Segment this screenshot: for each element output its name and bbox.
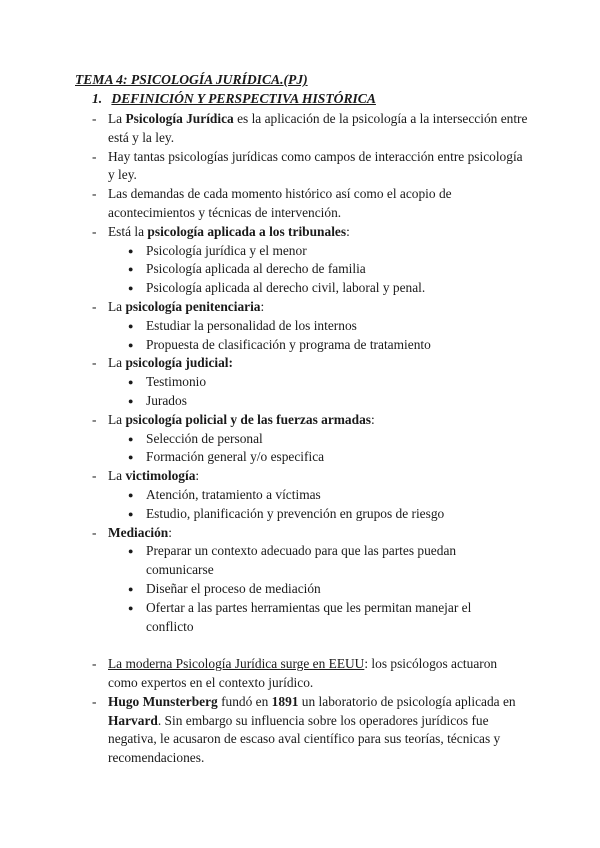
text-run: un laboratorio de psicología aplicada en — [298, 693, 516, 709]
list-item — [0, 185, 600, 223]
sub-list-item — [0, 542, 600, 580]
list-item-text — [108, 411, 528, 430]
bullet-icon: ● — [128, 489, 134, 500]
sub-list-item-text: Atención, tratamiento a víctimas — [146, 486, 321, 502]
list-item-text — [108, 110, 528, 148]
dash-marker: - — [92, 656, 97, 672]
bullet-icon: ● — [128, 546, 134, 557]
list-item — [0, 467, 600, 486]
blank-line — [0, 636, 600, 655]
list-item-text — [108, 655, 528, 693]
list-item-text — [108, 148, 528, 186]
section-heading — [92, 91, 376, 107]
list-item — [0, 524, 600, 543]
list-item-text — [108, 223, 528, 242]
text-run: . Sin embargo su influencia sobre los operadores jurídicos fue negativa, le acusaron de escaso aval científico para sus teorías, técnicas y recomendaciones. — [108, 712, 501, 766]
list-item-text — [108, 185, 528, 223]
sub-list-item-text: Psicología jurídica y el menor — [146, 242, 307, 258]
sub-list-item — [0, 448, 600, 467]
sub-list-item-text: Selección de personal — [146, 430, 263, 446]
text-run: La — [108, 468, 126, 484]
bold-text: psicología aplicada a los tribunales — [147, 223, 347, 239]
dash-marker: - — [92, 298, 97, 314]
dash-marker: - — [92, 693, 97, 709]
dash-marker: - — [92, 111, 97, 126]
section-number: 1. — [92, 91, 103, 106]
bullet-icon: ● — [128, 377, 134, 388]
list-item — [0, 411, 600, 430]
text-run: Las demandas de cada momento histórico así como el acopio de acontecimientos y técnicas de intervención. — [108, 186, 452, 220]
list-item — [0, 655, 600, 693]
bullet-icon: ● — [128, 583, 134, 594]
sub-list-item — [0, 505, 600, 524]
dash-marker: - — [92, 148, 97, 164]
list-item-text — [108, 524, 528, 543]
bold-text: 1891 — [271, 693, 299, 709]
dash-marker: - — [92, 355, 97, 371]
bold-text: psicología judicial: — [125, 355, 233, 371]
text-run: : — [195, 468, 200, 484]
bullet-icon: ● — [128, 508, 134, 519]
bold-text: Hugo Munsterberg — [108, 693, 218, 709]
sub-list-item — [0, 279, 600, 298]
text-run: La — [108, 411, 126, 427]
sub-list-item — [0, 486, 600, 505]
section-title: DEFINICIÓN Y PERSPECTIVA HISTÓRICA — [111, 91, 376, 106]
sub-list-item-text: Preparar un contexto adecuado para que las partes puedan comunicarse — [146, 543, 457, 578]
sub-list-item — [0, 599, 600, 637]
sub-list-item — [0, 260, 600, 279]
sub-list-item — [0, 317, 600, 336]
sub-list-item-text: Testimonio — [146, 374, 207, 390]
text-run: : — [168, 524, 172, 540]
text-run: : — [260, 298, 265, 314]
sub-list-item — [0, 373, 600, 392]
sub-list-item — [0, 430, 600, 449]
sub-list-item-text: Ofertar a las partes herramientas que les permitan manejar el conflicto — [146, 599, 472, 634]
sub-list-item-text: Psicología aplicada al derecho civil, laboral y penal. — [146, 280, 426, 296]
list-item-text — [108, 298, 528, 317]
sub-list-item — [0, 392, 600, 411]
dash-marker: - — [92, 411, 97, 427]
sub-list-item — [0, 336, 600, 355]
sub-list-item-text: Diseñar el proceso de mediación — [146, 580, 321, 596]
list-item — [0, 110, 600, 148]
bold-text: psicología policial y de las fuerzas armadas — [125, 411, 371, 427]
sub-list-item-text: Estudiar la personalidad de los internos — [146, 317, 357, 333]
document-title: TEMA 4: PSICOLOGÍA JURÍDICA.(PJ) — [75, 72, 308, 87]
sub-list-item-text: Formación general y/o especifica — [146, 449, 325, 465]
bullet-icon: ● — [128, 433, 134, 444]
text-run: La — [108, 111, 126, 126]
bullet-icon: ● — [128, 452, 134, 463]
sub-list-item — [0, 580, 600, 599]
bullet-icon: ● — [128, 245, 134, 256]
content-list — [0, 110, 600, 768]
underlined-text: La moderna Psicología Jurídica surge en EEUU — [108, 656, 365, 672]
list-item — [0, 693, 600, 768]
sub-list-item-text: Estudio, planificación y prevención en grupos de riesgo — [146, 505, 445, 521]
dash-marker: - — [92, 524, 97, 540]
bold-text: Psicología Jurídica — [125, 111, 234, 126]
list-item — [0, 298, 600, 317]
bold-text: victimología — [125, 468, 196, 484]
bold-text: psicología penitenciaria — [125, 298, 261, 314]
bullet-icon: ● — [128, 264, 134, 275]
text-run: : los psicólogos actuaron como expertos en el contexto jurídico. — [108, 656, 498, 690]
bold-text: Harvard — [108, 712, 158, 728]
bullet-icon: ● — [128, 395, 134, 406]
bullet-icon: ● — [128, 320, 134, 331]
list-item-text — [108, 467, 528, 486]
text-run: La — [108, 355, 126, 371]
sub-list-item-text: Jurados — [146, 392, 187, 408]
text-run: Está la — [108, 223, 148, 239]
bullet-icon: ● — [128, 283, 134, 294]
text-run: Hay tantas psicologías jurídicas como campos de interacción entre psicología y ley. — [108, 148, 523, 183]
list-item — [0, 354, 600, 373]
sub-list-item — [0, 242, 600, 261]
bullet-icon: ● — [128, 339, 134, 350]
text-run: La — [108, 298, 126, 314]
text-run: es la aplicación de la psicología a la intersección entre está y la ley. — [108, 111, 528, 145]
list-item-text — [108, 354, 528, 373]
list-item — [0, 223, 600, 242]
list-item-text — [108, 693, 528, 768]
text-run: : — [370, 411, 375, 427]
sub-list-item-text: Psicología aplicada al derecho de familia — [146, 261, 366, 277]
dash-marker: - — [92, 468, 97, 484]
bold-text: Mediación — [108, 524, 169, 540]
text-run: fundó en — [217, 693, 272, 709]
dash-marker: - — [92, 186, 97, 202]
bullet-icon: ● — [128, 602, 134, 613]
text-run: : — [346, 223, 350, 239]
dash-marker: - — [92, 223, 97, 239]
sub-list-item-text: Propuesta de clasificación y programa de tratamiento — [146, 336, 431, 352]
list-item — [0, 148, 600, 186]
